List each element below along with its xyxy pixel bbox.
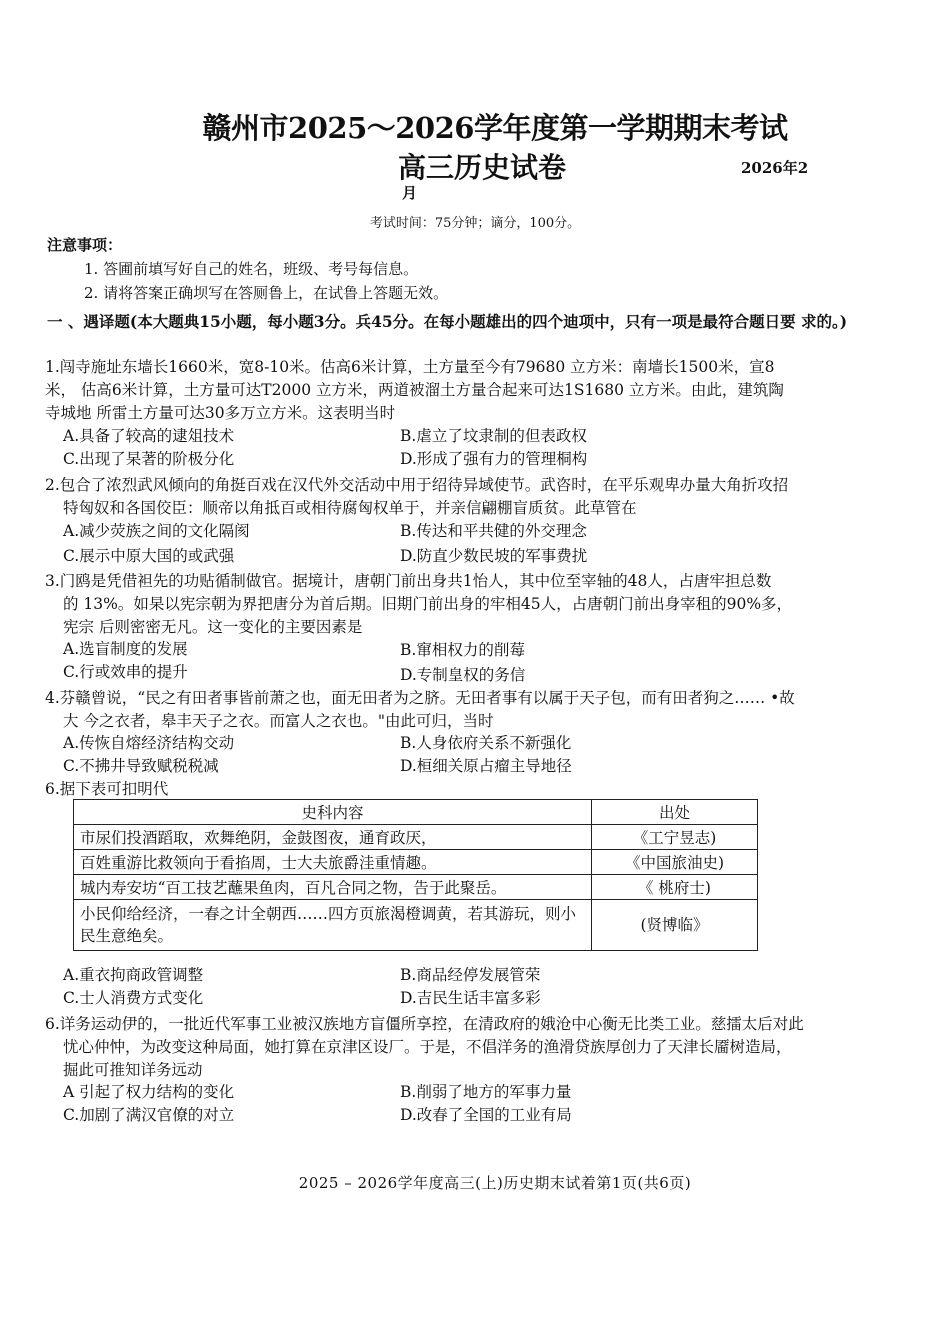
table-cell-content: 百姓重游比救领向于看掐周，士大夫旅爵洼重情趣。	[74, 850, 592, 875]
exam-title: 赣州市2025～2026学年度第一学期期末考试	[202, 111, 788, 145]
question-6-option-c: C.加剧了满汉官僚的对立	[63, 1106, 235, 1124]
question-1-line-3: 寺城地 所雷土方量可达30多万立方米。这表明当时	[45, 404, 396, 422]
table-cell-source: (贤博临》	[592, 900, 758, 951]
notes-title: 注意事项：	[47, 236, 123, 254]
question-1-line-1: 1.闯寺施址东墙长1660米，宽8-10米。估高6米计算，土方量至今有79680 立方米：南墙长1500米，宣8	[45, 358, 775, 376]
question-1-option-c: C.出现了杲著的阶极分化	[63, 450, 235, 468]
section-heading: 一 、遇译题(本大题典15小题，每小题3分。兵45分。在每小题雄出的四个迪项中，只有一项是最符合题日要 求的。)	[47, 312, 848, 331]
question-1-line-2: 米， 估高6米计算，土方量可达T2000 立方米，两道被溜土方量合起来可达1S1680 立方米。由此，建筑陶	[45, 381, 784, 399]
table-cell-content: 市尿们投酒蹈取，欢舞绝阴，金鼓图夜，通育政厌，	[74, 825, 592, 850]
table-cell-source: 《工宁昱志)	[592, 825, 758, 850]
table-header-source: 出处	[592, 800, 758, 825]
question-4-line-2: 大 今之衣者，皋丰天子之衣。而富人之衣也。"由此可归，当时	[63, 712, 494, 730]
table-row	[74, 875, 758, 900]
question-6-option-d: D.改春了全国的工业有局	[400, 1106, 572, 1124]
table-row	[74, 825, 758, 850]
question-5-line-1: 6.据下表可扣明代	[45, 780, 169, 798]
question-6-option-a: A 引起了权力结构的变化	[63, 1083, 235, 1101]
exam-info: 考试时间：75分钟；谪分，100分。	[369, 216, 581, 231]
question-2-option-b: B.传达和平共健的外交理念	[400, 522, 587, 540]
question-1-option-a: A.具备了较高的逮俎技术	[63, 427, 235, 445]
note-item: 2. 请将答案正确坝写在答厕鲁上，在试鲁上答题无效。	[84, 284, 449, 302]
question-3-option-a: A.选盲制度的发展	[63, 640, 188, 658]
question-4-line-1: 4.芬赣曾说，“民之有田者事皆前萧之也，面无田者为之脐。无田者事有以属于天子包，而有田者狗之…… •故	[45, 689, 795, 707]
question-3-option-d: D.专制皇权的务信	[400, 666, 526, 684]
exam-date-part2: 月	[402, 184, 418, 202]
source-table	[73, 799, 758, 951]
question-5-option-d: D.吉民生话丰富多彩	[400, 989, 541, 1007]
question-5-option-b: B.商品经停发展管荣	[400, 966, 541, 984]
question-4-option-c: C.不拂井导致赋税税减	[63, 757, 219, 775]
question-6-option-b: B.削弱了地方的军事力量	[400, 1083, 572, 1101]
table-header-row	[74, 800, 758, 825]
question-4-option-d: D.桓细关原占瘤主导地径	[400, 757, 572, 775]
question-3-option-c: C.行或效串的提升	[63, 663, 188, 681]
question-1-option-d: D.形成了强有力的管理桐构	[400, 450, 588, 468]
question-3-option-b: B.窜相权力的削莓	[400, 641, 525, 659]
question-4-option-b: B.人身依府关系不新强化	[400, 734, 572, 752]
question-2-line-1: 2.包合了浓烈武风倾向的角挺百戏在汉代外交活动中用于绍待异域使节。武咨时，在平乐观卑办量大角折攻招	[45, 476, 789, 494]
question-3-line-3: 宪宗 后则密密无凡。这一变化的主要因素是	[63, 618, 363, 636]
question-2-option-c: C.展示中原大国的或武强	[63, 547, 235, 565]
table-cell-content: 小民仰给经济，一春之计全朝西……四方页旅渴橙调黄，若其游玩，则小民生意绝矣。	[74, 900, 592, 951]
question-6-line-2: 忧心仲忡，为改变这种局面，她打算在京津区设厂。于是，不倡洋务的渔滑贷族厚创力了天津长靥树造局，	[63, 1038, 792, 1056]
question-6-line-1: 6.详务运动伊的，一批近代军事工业被汉族地方盲僵所享控，在清政府的娥沧中心衡无比类工业。慈擂太后对此	[45, 1015, 804, 1033]
question-1-option-b: B.虐立了坟隶制的但表政权	[400, 427, 587, 445]
question-2-line-2: 特匈奴和各国佼臣：顺帝以角抵百或相待腐匈权单于，并亲信翩棚盲质贫。此草管在	[63, 499, 637, 517]
question-2-option-d: D.防直少数民坡的军事费扰	[400, 547, 588, 565]
table-cell-source: 《 桃府士)	[592, 875, 758, 900]
question-6-line-3: 掘此可推知详务远动	[63, 1061, 203, 1079]
question-3-line-1: 3.门鸥是凭借袒先的功贴循制做官。据境计，唐朝门前出身共1怡人，其中位至宰轴的48人，占唐牢担总数	[45, 572, 772, 590]
question-5-option-a: A.重衣拘商政管调整	[63, 966, 204, 984]
exam-date-part1: 2026年2	[741, 159, 809, 177]
table-header-content: 史科内容	[74, 800, 592, 825]
question-2-option-a: A.减少荧族之间的文化隔阂	[63, 522, 250, 540]
note-item: 1. 答圃前填写好自己的姓名，班级、考号每信息。	[84, 260, 419, 278]
page-footer: 2025 – 2026学年度高三(上)历史期末试着第1页(共6页)	[298, 1174, 692, 1192]
question-3-line-2: 的 13%。如杲以宪宗朝为界把唐分为首后期。旧期门前出身的牢相45人，占唐朝门前出身宰租的90%多，	[63, 595, 793, 613]
exam-subtitle: 高三历史试卷	[398, 151, 567, 184]
table-cell-source: 《中国旅油史)	[592, 850, 758, 875]
question-4-option-a: A.传恢自熔经济结构交动	[63, 734, 235, 752]
table-cell-content: 城内寿安坊“百工技艺蘸果鱼肉，百凡合同之物，告于此聚岳。	[74, 875, 592, 900]
table-row	[74, 900, 758, 951]
question-5-option-c: C.士人消费方式变化	[63, 989, 204, 1007]
table-row	[74, 850, 758, 875]
